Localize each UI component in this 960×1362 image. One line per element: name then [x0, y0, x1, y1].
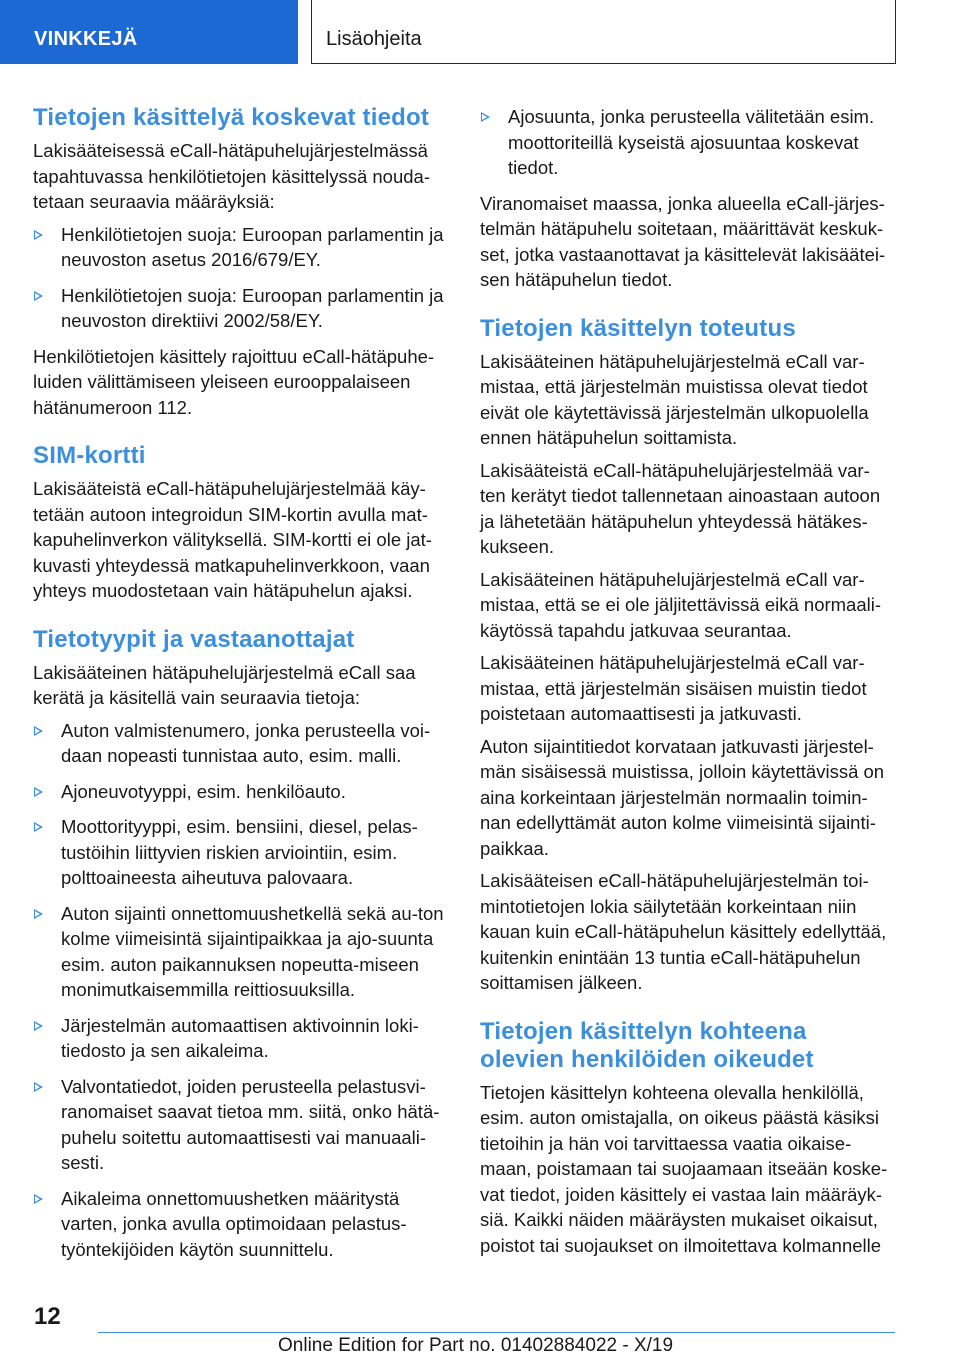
triangle-bullet-icon — [34, 787, 43, 797]
triangle-bullet-icon — [34, 822, 43, 832]
section-heading: Tietojen käsittelyä koskevat tiedot — [33, 104, 430, 131]
section-processing-implementation — [480, 315, 895, 996]
section-sim-card — [33, 442, 448, 604]
bullet-list — [33, 222, 448, 334]
paragraph: Tietojen käsittelyn kohteena olevalla henkilöllä, esim. auton omistajalla, on oikeus päästä käsiksi tietoihin ja hän voi tarvittaessa vaatia oikaise-maan, poistamaan tai suojaamaan itseään koske-vat tiedot, joiden käsittely ei vastaa lain määräyk-siä. Kaikki näiden määräysten mukaiset oikaisut, poistot tai suojaukset on ilmoitettava kolmannelle — [480, 1081, 888, 1256]
section-data-types — [33, 626, 448, 1263]
paragraph: Lakisääteistä eCall-hätäpuhelujärjestelmää var-ten kerätyt tiedot tallennetaan ainoastaan autoon ja lähetetään hätäpuhelun yhteydessä hätäkes-kukseen. — [480, 459, 881, 557]
section-heading: Tietojen käsittelyn toteutus — [480, 314, 796, 342]
paragraph: Lakisääteinen hätäpuhelujärjestelmä eCall var-mistaa, että järjestelmän muistissa olevat tiedot eivät ole käytettävissä järjestelmän ulkopuolella ennen hätäpuhelun soittamista. — [480, 350, 869, 448]
list-item: Ajoneuvotyyppi, esim. henkilöauto. — [33, 779, 448, 805]
section-data-processing-info — [33, 104, 448, 420]
paragraph: Lakisääteinen hätäpuhelujärjestelmä eCall var-mistaa, että se ei ole jäljitettävissä eikä normaali-käytössä tapahdu jatkuvaa seurantaa. — [480, 568, 882, 641]
paragraph: Henkilötietojen käsittely rajoittuu eCall-hätäpuhe-luiden välittämiseen yleiseen eurooppalaiseen hätänumeroon 112. — [33, 345, 435, 418]
section-tab: VINKKEJÄ — [0, 0, 298, 64]
list-item: Moottorityyppi, esim. bensiini, diesel, pelas-tustöihin liittyvien riskien arviointiin, esim. polttoaineesta aiheutuva palovaara. — [33, 814, 448, 891]
triangle-bullet-icon — [34, 1021, 43, 1031]
triangle-bullet-icon — [481, 112, 490, 122]
list-item: Henkilötietojen suoja: Euroopan parlamentin ja neuvoston direktiivi 2002/58/EY. — [33, 283, 448, 334]
list-item: Ajosuunta, jonka perusteella välitetään esim. moottoriteillä kyseistä ajosuuntaa koskevat tiedot. — [480, 104, 895, 181]
right-column — [480, 104, 895, 1280]
paragraph: Lakisääteinen hätäpuhelujärjestelmä eCall var-mistaa, että järjestelmän sisäisen muistin tiedot poistetaan automaattisesti ja jatkuvasti. — [480, 652, 867, 724]
footer-edition-text: Online Edition for Part no. 01402884022 - X/19 — [278, 1335, 674, 1356]
footer-divider — [98, 1332, 895, 1333]
section-heading: Tietotyypit ja vastaanottajat — [33, 625, 355, 653]
list-item: Auton valmistenumero, jonka perusteella voi-daan nopeasti tunnistaa auto, esim. malli. — [33, 718, 448, 769]
paragraph: Viranomaiset maassa, jonka alueella eCall-järjes-telmän hätäpuhelu soitetaan, määrittävät keskuk-set, jotka vastaanottavat ja käsittelevät lakisäätei-sen hätäpuhelun tiedot. — [480, 192, 886, 290]
triangle-bullet-icon — [34, 230, 43, 240]
list-item: Henkilötietojen suoja: Euroopan parlamentin ja neuvoston asetus 2016/679/EY. — [33, 222, 448, 273]
section-data-subject-rights — [480, 1018, 895, 1259]
list-item: Valvontatiedot, joiden perusteella pelastusvi-ranomaiset saavat tietoa mm. siitä, onko hätä-puhelu soitettu automaattisesti vai manuaali-sesti. — [33, 1074, 448, 1176]
chapter-title: Lisäohjeita — [311, 0, 896, 64]
paragraph: Lakisääteistä eCall-hätäpuhelujärjestelmää käy-tetään autoon integroidun SIM-kortin avulla mat-kapuhelinverkon välityksellä. SIM-kortti ei ole jat-kuvasti yhteydessä matkapuhelinverkkoon, vaan yhteys muodostetaan vain hätäpuhelun ajaksi. — [33, 478, 432, 601]
list-item: Järjestelmän automaattisen aktivoinnin loki-tiedosto ja sen aikaleima. — [33, 1013, 448, 1064]
page-number: 12 — [34, 1303, 61, 1330]
left-column — [33, 104, 448, 1284]
bullet-list — [480, 104, 895, 181]
triangle-bullet-icon — [34, 726, 43, 736]
list-item: Aikaleima onnettomuushetken määritystä varten, jonka avulla optimoidaan pelastus-työntekijöiden käytön suunnittelu. — [33, 1186, 448, 1263]
section-data-types-continued — [480, 104, 895, 293]
triangle-bullet-icon — [34, 909, 43, 919]
section-heading: Tietojen käsittelyn kohteena olevien henkilöiden oikeudet — [480, 1017, 814, 1073]
triangle-bullet-icon — [34, 1082, 43, 1092]
triangle-bullet-icon — [34, 291, 43, 301]
list-item: Auton sijainti onnettomuushetkellä sekä au-ton kolme viimeisintä sijaintipaikkaa ja ajo-suunta esim. auton paikannuksen nopeutta-miseen monimutkaisemmilla reittiosuuksilla. — [33, 901, 448, 1003]
paragraph: Lakisääteinen hätäpuhelujärjestelmä eCall saa kerätä ja käsitellä vain seuraavia tietoja: — [33, 661, 416, 708]
paragraph: Auton sijaintitiedot korvataan jatkuvasti järjestel-män sisäisessä muistissa, jolloin käytettävissä on aina korkeintaan järjestelmän normaalin toimin-nan edellyttämät auton kolme viimeisintä sijainti-paikkaa. — [480, 735, 885, 859]
paragraph: Lakisääteisen eCall-hätäpuhelujärjestelmän toi-mintotietojen lokia säilytetään korkeintaan niin kauan kuin eCall-hätäpuhelun käsittely edellyttää, kuitenkin enintään 13 tuntia eCall-hätäpuhelun soittamisen jälkeen. — [480, 870, 887, 993]
section-heading: SIM-kortti — [33, 442, 146, 469]
bullet-list — [33, 718, 448, 1263]
triangle-bullet-icon — [34, 1194, 43, 1204]
paragraph: Lakisääteisessä eCall-hätäpuhelujärjestelmässä tapahtuvassa henkilötietojen käsittelyssä nouda-tetaan seuraavia määräyksiä: — [33, 140, 430, 212]
